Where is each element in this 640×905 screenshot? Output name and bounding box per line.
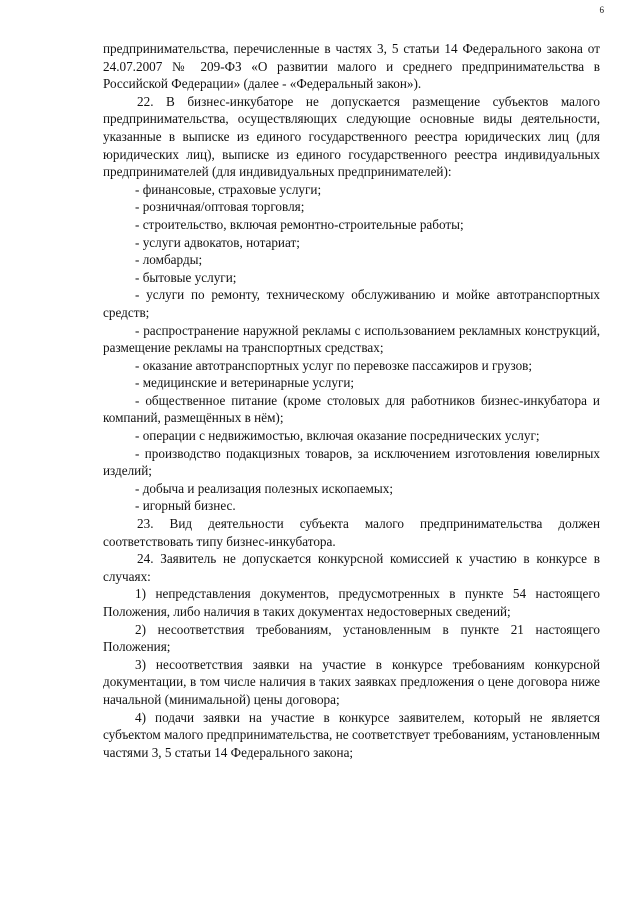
list-item: - бытовые услуги;: [135, 269, 237, 285]
list-item: 4) подачи заявки на участие в конкурсе заявителем, который не является субъектом малого предпринимательства, не соответствует требованиям, установленным частями 3, 5 статьи 14 Федерального закона;: [103, 709, 600, 760]
paragraph-23: 23. Вид деятельности субъекта малого предпринимательства должен соответствовать типу бизнес-инкубатора.: [103, 516, 600, 549]
paragraph-continuation: предпринимательства, перечисленные в частях 3, 5 статьи 14 Федерального закона от 24.07.2007 № 209-ФЗ «О развитии малого и среднего предпринимательства в Российской Федерации» (далее - «Федеральный закон»).: [103, 41, 600, 92]
list-item: - игорный бизнес.: [135, 498, 236, 514]
list-item: - услуги адвокатов, нотариат;: [135, 234, 300, 250]
list-item: - услуги по ремонту, техническому обслуживанию и мойке автотранспортных средств;: [103, 287, 600, 320]
list-item: - операции с недвижимостью, включая оказание посреднических услуг;: [135, 428, 540, 444]
list-item: 2) несоответствия требованиям, установленным в пункте 21 настоящего Положения;: [103, 621, 600, 655]
list-item: - медицинские и ветеринарные услуги;: [135, 375, 355, 391]
document-body: [103, 40, 600, 761]
list-item: - общественное питание (кроме столовых для работников бизнес-инкубатора и компаний, размещённых в нём);: [103, 392, 600, 426]
paragraph-22: 22. В бизнес-инкубаторе не допускается размещение субъектов малого предпринимательства, осуществляющих следующие основные виды деятельности, указанные в выписке из единого государственного реестра юридических лиц (для юридических лиц), выписке из единого государственного реестра индивидуальных предпринимателей (для индивидуальных предпринимателей):: [103, 93, 600, 180]
list-item: - производство подакцизных товаров, за исключением изготовления ювелирных изделий;: [103, 445, 600, 479]
page-number: 6: [599, 5, 604, 15]
list-item: - добыча и реализация полезных ископаемых;: [135, 480, 394, 496]
paragraph-24: 24. Заявитель не допускается конкурсной комиссией к участию в конкурсе в случаях:: [103, 551, 600, 584]
list-item: 3) несоответствия заявки на участие в конкурсе требованиям конкурсной документации, в том числе наличия в таких заявках предложения о цене договора ниже начальной (минимальной) цены договора;: [103, 656, 600, 707]
list-item: - распространение наружной рекламы с использованием рекламных конструкций, размещение рекламы на транспортных средствах;: [103, 322, 600, 356]
list-item: - строительство, включая ремонтно-строительные работы;: [135, 216, 464, 232]
list-item: - финансовые, страховые услуги;: [135, 181, 322, 197]
list-item: - ломбарды;: [135, 252, 203, 268]
list-item: - розничная/оптовая торговля;: [135, 199, 305, 215]
list-item: - оказание автотранспортных услуг по перевозке пассажиров и грузов;: [135, 357, 533, 373]
list-item: 1) непредставления документов, предусмотренных в пункте 54 настоящего Положения, либо наличия в таких документах недостоверных сведений;: [103, 586, 600, 619]
